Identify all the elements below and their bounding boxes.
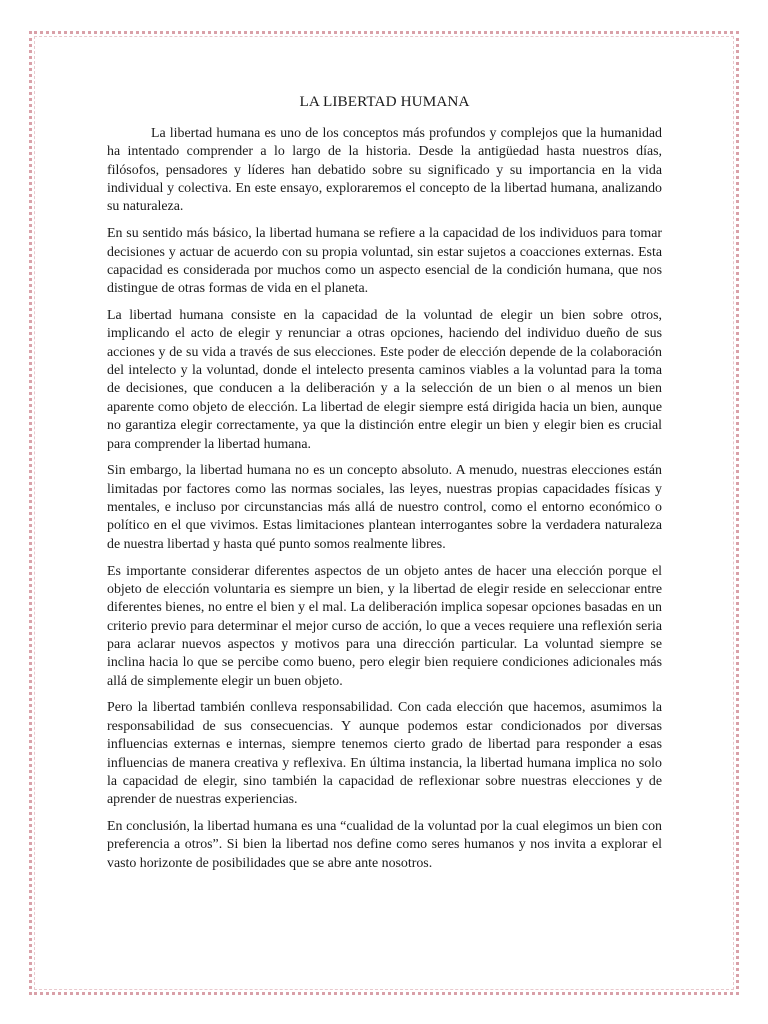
paragraph-2: En su sentido más básico, la libertad humana se refiere a la capacidad de los individuos para tomar decisiones y actuar de acuerdo con su propia voluntad, sin estar sujetos a coacciones externas. Esta capacidad es considerada por muchos como un aspecto esencial de la condición humana, que nos distingue de otras formas de vida en el planeta. bbox=[107, 226, 662, 297]
paragraph-3: La libertad humana consiste en la capacidad de la voluntad de elegir un bien sobre otros, implicando el acto de elegir y renunciar a otras opciones, haciendo del individuo dueño de sus acciones y de su vida a través de sus elecciones. Este poder de elección depende de la colaboración del intelecto y la voluntad, donde el intelecto presenta caminos viables a la voluntad para la toma de decisiones, que conducen a la deliberación y a la selección de un bien o al menos un bien aparente como objeto de elección. La libertad de elegir siempre está dirigida hacia un bien, aunque no garantiza elegir correctamente, ya que la distinción entre elegir un bien y elegir bien es crucial para comprender la libertad humana. bbox=[107, 308, 662, 452]
paragraph-4: Sin embargo, la libertad humana no es un concepto absoluto. A menudo, nuestras elecciones están limitadas por factores como las normas sociales, las leyes, nuestras propias capacidades físicas y mentales, e incluso por circunstancias más allá de nuestro control, como el entorno económico o político en el que vivimos. Estas limitaciones plantean interrogantes sobre la verdadera naturaleza de nuestra libertad y hasta qué punto somos realmente libres. bbox=[107, 463, 662, 552]
paragraph-1: La libertad humana es uno de los conceptos más profundos y complejos que la humanidad ha intentado comprender a lo largo de la historia. Desde la antigüedad hasta nuestros días, filósofos, pensadores y líderes han debatido sobre su significado y su importancia en la vida individual y colectiva. En este ensayo, exploraremos el concepto de la libertad humana, analizando su naturaleza. bbox=[107, 126, 662, 215]
paragraph-5: Es importante considerar diferentes aspectos de un objeto antes de hacer una elección porque el objeto de elección voluntaria es siempre un bien, y la libertad de elegir reside en seleccionar entre diferentes bienes, no entre el bien y el mal. La deliberación implica sopesar opciones basadas en un criterio previo para determinar el mejor curso de acción, lo que a veces requiere una reflexión seria para aclarar nuevos aspectos y motivos para una dirección particular. La voluntad siempre se inclina hacia lo que se percibe como bueno, pero elegir bien requiere condiciones adicionales más allá de simplemente elegir un buen objeto. bbox=[107, 563, 662, 689]
document-title: LA LIBERTAD HUMANA bbox=[299, 93, 470, 110]
paragraph-6: Pero la libertad también conlleva responsabilidad. Con cada elección que hacemos, asumimos la responsabilidad de sus consecuencias. Y aunque podemos estar condicionados por diversas influencias externas e internas, siempre tenemos cierto grado de libertad para responder a esas influencias de manera creativa y reflexiva. En última instancia, la libertad humana implica no solo la capacidad de elegir, sino también la capacidad de reflexionar sobre nuestras elecciones y de aprender de nuestras experiencias. bbox=[107, 700, 662, 808]
document-body bbox=[107, 92, 662, 882]
paragraph-7: En conclusión, la libertad humana es una “cualidad de la voluntad por la cual elegimos un bien con preferencia a otros”. Si bien la libertad nos define como seres humanos y nos invita a explorar el vasto horizonte de posibilidades que se abre ante nosotros. bbox=[107, 819, 662, 871]
